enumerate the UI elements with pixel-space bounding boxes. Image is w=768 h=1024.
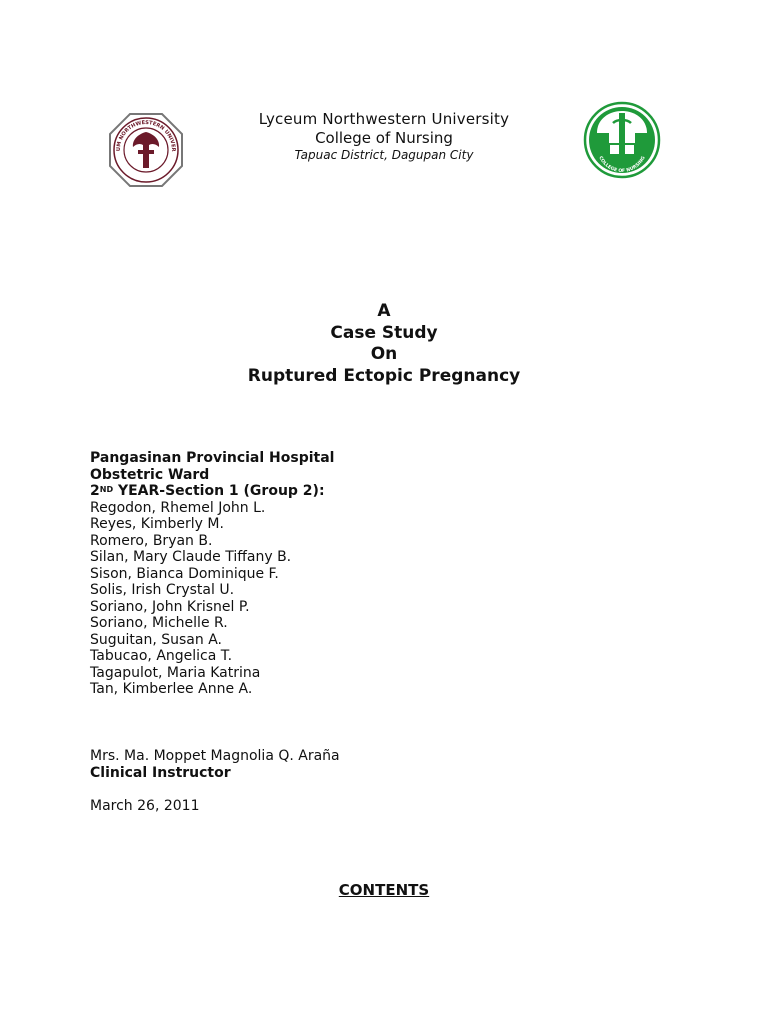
- ward-name: Obstetric Ward: [90, 466, 210, 483]
- year-number: 2: [90, 483, 100, 499]
- list-item: Tagapulot, Maria Katrina: [90, 664, 261, 681]
- list-item: Soriano, Michelle R.: [90, 615, 228, 631]
- university-name: Lyceum Northwestern University: [258, 110, 510, 128]
- title-line-1: A: [377, 301, 391, 321]
- list-item: Solis, Irish Crystal U.: [90, 582, 235, 598]
- instructor-role: Clinical Instructor: [90, 765, 231, 781]
- year-suffix: ND: [99, 485, 114, 494]
- member-list: [90, 500, 334, 698]
- hospital-name: Pangasinan Provincial Hospital: [90, 450, 335, 466]
- list-item: Suguitan, Susan A.: [90, 631, 222, 648]
- contents-heading: CONTENTS: [338, 881, 430, 899]
- list-item: Soriano, John Krisnel P.: [90, 598, 250, 615]
- list-item: Tabucao, Angelica T.: [90, 648, 233, 664]
- document-date: March 26, 2011: [90, 798, 200, 814]
- title-line-4: Ruptured Ectopic Pregnancy: [247, 365, 521, 386]
- college-name: College of Nursing: [315, 129, 453, 147]
- seal-right-lettering: COLLEGE OF NURSING: [597, 155, 647, 175]
- title-line-3: On: [370, 344, 398, 364]
- case-study-title: [0, 301, 768, 387]
- list-item: Silan, Mary Claude Tiffany B.: [90, 549, 292, 565]
- instructor-info: [90, 748, 340, 782]
- list-item: Regodon, Rhemel John L.: [90, 499, 266, 516]
- list-item: Tan, Kimberlee Anne A.: [90, 681, 253, 697]
- seal-left-lettering: UM NORTHWESTERN UNIVER: [115, 119, 177, 152]
- college-address: Tapuac District, Dagupan City: [294, 148, 474, 162]
- title-line-2: Case Study: [330, 322, 438, 343]
- year-section-label: YEAR-Section 1 (Group 2):: [113, 483, 325, 499]
- list-item: Reyes, Kimberly M.: [90, 516, 224, 532]
- year-section: [90, 483, 334, 500]
- group-info: [90, 450, 334, 698]
- list-item: Romero, Bryan B.: [90, 532, 213, 549]
- instructor-name: Mrs. Ma. Moppet Magnolia Q. Araña: [90, 748, 340, 764]
- list-item: Sison, Bianca Dominique F.: [90, 565, 279, 582]
